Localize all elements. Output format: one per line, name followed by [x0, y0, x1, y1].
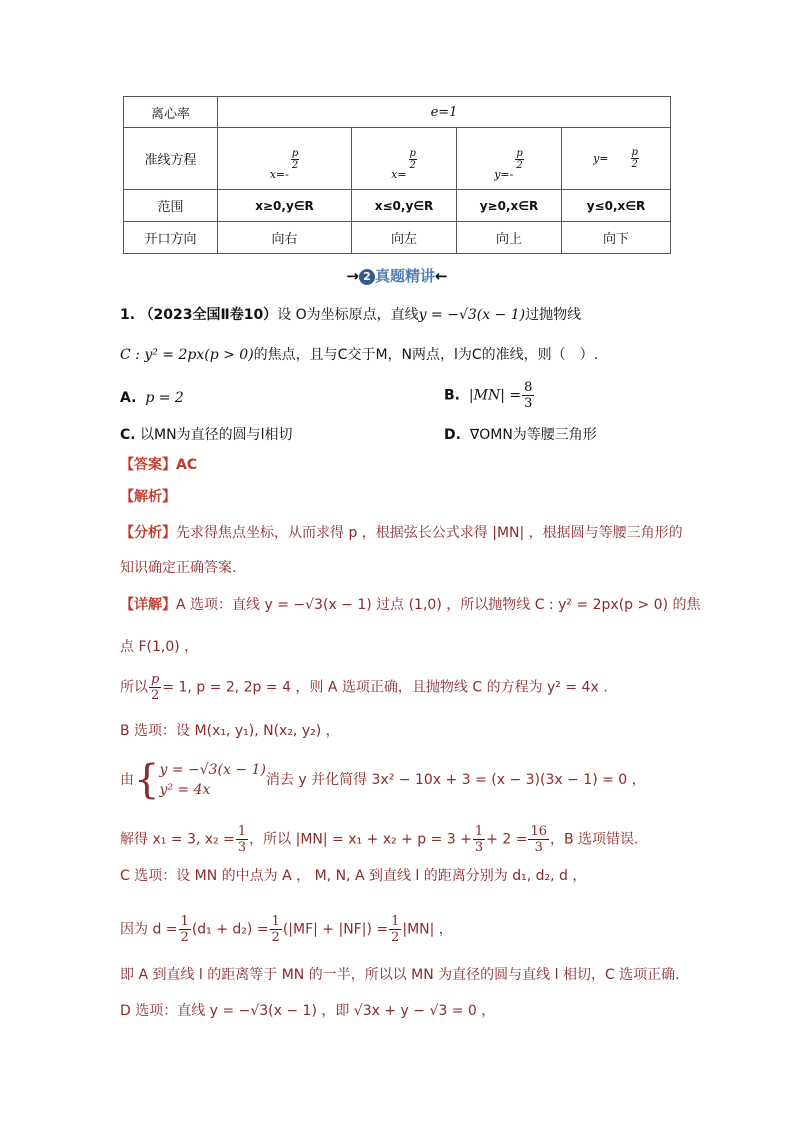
- directrix-prefix: x=-: [269, 168, 289, 181]
- option-label: C.: [120, 427, 136, 443]
- denominator: 2: [271, 930, 280, 945]
- directrix-prefix: y=: [593, 152, 609, 165]
- denominator: 2: [631, 159, 638, 170]
- detail-text: = 1, p = 2, 2p = 4 ，则 A 选项正确，且抛物线 C 的方程为 y² = 4x .: [162, 679, 608, 696]
- numerator: p: [631, 147, 638, 158]
- table-cell: 向右: [218, 222, 352, 254]
- detail-b-line3: [120, 824, 639, 855]
- numerator: 8: [524, 380, 533, 395]
- fraction: [389, 914, 401, 945]
- table-row: [124, 97, 671, 128]
- analysis-text: 先求得焦点坐标，从而求得 p ，根据弦长公式求得 |MN| ，根据圆与等腰三角形的: [176, 525, 683, 541]
- parabola-properties-table: [123, 96, 671, 254]
- numerator: 1: [391, 914, 400, 929]
- problem-stem-line1: [120, 305, 581, 325]
- denominator: 2: [516, 160, 523, 171]
- equation: C : y² = 2px(p > 0): [120, 347, 254, 363]
- numerator: p: [409, 148, 416, 159]
- fraction: [409, 148, 417, 171]
- table-cell: [218, 128, 352, 190]
- denominator: 3: [474, 840, 484, 855]
- system-line: y = −√3(x − 1): [159, 762, 266, 778]
- detail-b-line2: [120, 757, 646, 803]
- analysis-sub-label: 【分析】: [120, 525, 176, 541]
- denominator: 3: [237, 840, 247, 855]
- system-line: y² = 4x: [159, 782, 211, 798]
- detail-text: + 2 =: [486, 831, 528, 848]
- table-cell: 离心率: [124, 97, 218, 128]
- section-title: 真题精讲: [374, 267, 435, 285]
- detail-text: 解得 x₁ = 3, x₂ =: [120, 831, 235, 848]
- table-cell: x≥0,y∈R: [218, 190, 352, 222]
- analysis-line1: [120, 523, 683, 543]
- problem-source: （2023全国Ⅱ卷10）: [139, 307, 278, 323]
- problem-text: 的焦点，且与C交于M，N两点，l为C的准线，则（ ）.: [253, 347, 599, 363]
- option-label: B.: [444, 387, 460, 404]
- directrix-prefix: x=: [391, 168, 407, 181]
- detail-c-line2: [120, 914, 453, 945]
- fraction: [631, 147, 639, 170]
- section-banner: [320, 265, 474, 286]
- option-label: A.: [120, 390, 137, 406]
- denominator: 2: [409, 160, 416, 171]
- analysis-line2: 知识确定正确答案.: [120, 560, 237, 576]
- fraction: [236, 824, 248, 855]
- fraction: [270, 914, 282, 945]
- analysis-label: 【解析】: [120, 489, 176, 505]
- fraction: [528, 824, 549, 855]
- option-label: D.: [444, 427, 461, 443]
- table-row: [124, 190, 671, 222]
- denominator: 3: [534, 840, 543, 855]
- detail-text: A 选项：直线 y = −√3(x − 1) 过点 (1,0) ，所以抛物线 C : y² = 2px(p > 0) 的焦: [176, 597, 701, 613]
- equation: y = −√3(x − 1): [418, 307, 526, 323]
- table-row: [124, 128, 671, 190]
- option-c: [120, 425, 293, 445]
- denominator: 2: [391, 930, 400, 945]
- numerator: p: [291, 148, 299, 159]
- numerator: 1: [237, 824, 247, 839]
- table-cell: y≥0,x∈R: [457, 190, 562, 222]
- numerator: 16: [530, 824, 547, 839]
- table-cell: [457, 128, 562, 190]
- problem-text: 设 O为坐标原点，直线: [277, 307, 419, 323]
- table-cell: 向左: [352, 222, 457, 254]
- denominator: 2: [151, 688, 160, 703]
- brace-icon: {: [134, 757, 160, 803]
- numerator: 1: [474, 824, 484, 839]
- detail-text: ，所以 |MN| = x₁ + x₂ + p = 3 +: [249, 831, 472, 848]
- equation-system: [134, 757, 266, 803]
- directrix-prefix: y=-: [494, 168, 514, 181]
- option-a: [120, 388, 184, 408]
- fraction: [291, 148, 299, 171]
- denominator: 2: [180, 930, 189, 945]
- detail-a-line2: 点 F(1,0) ，: [120, 639, 199, 655]
- denominator: 3: [524, 396, 533, 411]
- table-cell: x≤0,y∈R: [352, 190, 457, 222]
- numerator: 1: [180, 914, 189, 929]
- answer-value: AC: [176, 457, 198, 473]
- detail-text: 消去 y 并化简得 3x² − 10x + 3 = (x − 3)(3x − 1) = 0 ，: [265, 772, 646, 788]
- fraction: [179, 914, 191, 945]
- answer-label: 【答案】: [120, 457, 176, 473]
- fraction: [473, 824, 485, 855]
- arrow-right-icon: →: [346, 267, 359, 285]
- detail-text: ，B 选项错误.: [550, 831, 639, 848]
- table-cell: 范围: [124, 190, 218, 222]
- answer-line: [120, 455, 197, 475]
- detail-text: 所以: [120, 679, 148, 696]
- table-cell: 向下: [562, 222, 671, 254]
- option-text: p = 2: [145, 390, 184, 406]
- option-b: [444, 380, 535, 411]
- fraction: [149, 672, 161, 703]
- detail-label: 【详解】: [120, 597, 176, 613]
- option-text: 以MN为直径的圆与l相切: [140, 427, 293, 443]
- option-text: ∇OMN为等腰三角形: [469, 427, 597, 443]
- system-lines: [159, 760, 265, 800]
- table-row: [124, 222, 671, 254]
- table-cell: [562, 128, 671, 190]
- arrow-left-icon: ←: [435, 267, 448, 285]
- detail-c-line3: 即 A 到直线 l 的距离等于 MN 的一半，所以以 MN 为直径的圆与直线 l 相切，C 选项正确.: [120, 967, 680, 983]
- table-cell: 准线方程: [124, 128, 218, 190]
- detail-b-line1: B 选项：设 M(x₁, y₁), N(x₂, y₂) ，: [120, 723, 340, 739]
- problem-text: 过抛物线: [525, 307, 582, 323]
- fraction: [522, 380, 534, 411]
- table-cell: 向上: [457, 222, 562, 254]
- detail-text: |MN| ，: [402, 921, 453, 938]
- numerator: 1: [271, 914, 280, 929]
- detail-c-line1: C 选项：设 MN 的中点为 A ， M, N, A 到直线 l 的距离分别为 d₁, d₂, d ，: [120, 868, 587, 884]
- detail-text: (|MF| + |NF|) =: [282, 921, 389, 938]
- table-cell: [352, 128, 457, 190]
- option-d: [444, 425, 597, 445]
- problem-stem-line2: [120, 345, 598, 365]
- option-text: |MN| =: [468, 387, 522, 404]
- table-cell: 开口方向: [124, 222, 218, 254]
- numerator: p: [516, 148, 523, 159]
- fraction: [515, 148, 523, 171]
- detail-a-line1: [120, 595, 701, 615]
- detail-text: (d₁ + d₂) =: [191, 921, 269, 938]
- numerator: p: [151, 672, 160, 687]
- table-cell: e=1: [218, 97, 671, 128]
- detail-a-line3: [120, 672, 608, 703]
- detail-text: 因为 d =: [120, 921, 178, 938]
- number-circle-icon: 2: [359, 269, 375, 285]
- table-cell: y≤0,x∈R: [562, 190, 671, 222]
- problem-number: 1.: [120, 307, 136, 323]
- detail-d-line1: D 选项：直线 y = −√3(x − 1) ，即 √3x + y − √3 = 0 ，: [120, 1003, 496, 1019]
- denominator: 2: [291, 160, 299, 171]
- detail-text: 由: [120, 772, 134, 788]
